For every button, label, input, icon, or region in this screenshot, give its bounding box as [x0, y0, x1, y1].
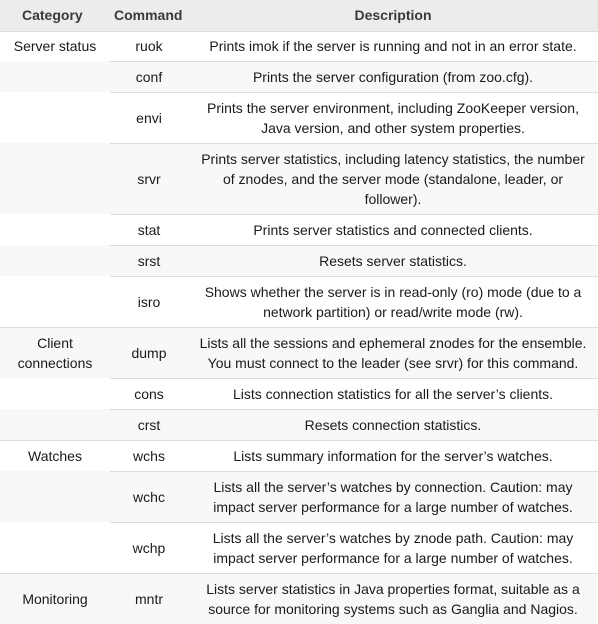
description-cell: Resets server statistics. — [188, 245, 598, 276]
table-row — [0, 378, 598, 409]
command-cell: conf — [110, 61, 188, 92]
command-cell: wchc — [110, 471, 188, 522]
command-cell: wchs — [110, 440, 188, 471]
description-cell: Lists all the server’s watches by connection. Caution: may impact server performance for a large number of watches. — [188, 471, 598, 522]
category-cell: Server status — [0, 31, 110, 61]
table-row — [0, 214, 598, 245]
table-header — [0, 0, 598, 31]
category-cell: Monitoring — [0, 573, 110, 624]
description-cell: Prints imok if the server is running and not in an error state. — [188, 31, 598, 61]
table-row — [0, 573, 598, 624]
description-cell: Lists connection statistics for all the server’s clients. — [188, 378, 598, 409]
category-cell: Watches — [0, 440, 110, 471]
header-row — [0, 0, 598, 31]
table-row — [0, 471, 598, 522]
header-category: Category — [22, 7, 83, 24]
table-row — [0, 245, 598, 276]
command-cell: srvr — [110, 143, 188, 214]
table-row — [0, 440, 598, 471]
table-row — [0, 327, 598, 378]
category-cell — [0, 214, 110, 245]
table-row — [0, 92, 598, 143]
header-command: Command — [114, 7, 183, 24]
table-row — [0, 31, 598, 61]
command-cell: crst — [110, 409, 188, 440]
description-cell: Shows whether the server is in read-only (ro) mode (due to a network partition) or read/write mode (rw). — [188, 276, 598, 327]
category-cell — [0, 92, 110, 143]
category-cell — [0, 143, 110, 214]
category-cell — [0, 378, 110, 409]
category-cell — [0, 276, 110, 327]
description-cell: Prints server statistics and connected clients. — [188, 214, 598, 245]
category-cell: Client connections — [0, 327, 110, 378]
command-cell: dump — [110, 327, 188, 378]
category-cell — [0, 522, 110, 573]
command-cell: wchp — [110, 522, 188, 573]
category-cell — [0, 409, 110, 440]
category-cell — [0, 471, 110, 522]
table-row — [0, 522, 598, 573]
command-cell: srst — [110, 245, 188, 276]
command-cell: mntr — [110, 573, 188, 624]
command-cell: cons — [110, 378, 188, 409]
description-cell: Lists summary information for the server’s watches. — [188, 440, 598, 471]
command-cell: envi — [110, 92, 188, 143]
table-body — [0, 31, 598, 624]
table-row — [0, 276, 598, 327]
description-cell: Prints server statistics, including latency statistics, the number of znodes, and the server mode (standalone, leader, or follower). — [188, 143, 598, 214]
category-cell — [0, 245, 110, 276]
description-cell: Lists all the sessions and ephemeral znodes for the ensemble. You must connect to the leader (see srvr) for this command. — [188, 327, 598, 378]
table-row — [0, 143, 598, 214]
description-cell: Lists all the server’s watches by znode path. Caution: may impact server performance for a large number of watches. — [188, 522, 598, 573]
description-cell: Resets connection statistics. — [188, 409, 598, 440]
command-cell: isro — [110, 276, 188, 327]
table-row — [0, 409, 598, 440]
table-row — [0, 61, 598, 92]
command-cell: stat — [110, 214, 188, 245]
description-cell: Prints the server configuration (from zoo.cfg). — [188, 61, 598, 92]
description-cell: Lists server statistics in Java properties format, suitable as a source for monitoring systems such as Ganglia and Nagios. — [188, 573, 598, 624]
category-cell — [0, 61, 110, 92]
description-cell: Prints the server environment, including ZooKeeper version, Java version, and other system properties. — [188, 92, 598, 143]
command-cell: ruok — [110, 31, 188, 61]
header-description: Description — [354, 7, 432, 24]
